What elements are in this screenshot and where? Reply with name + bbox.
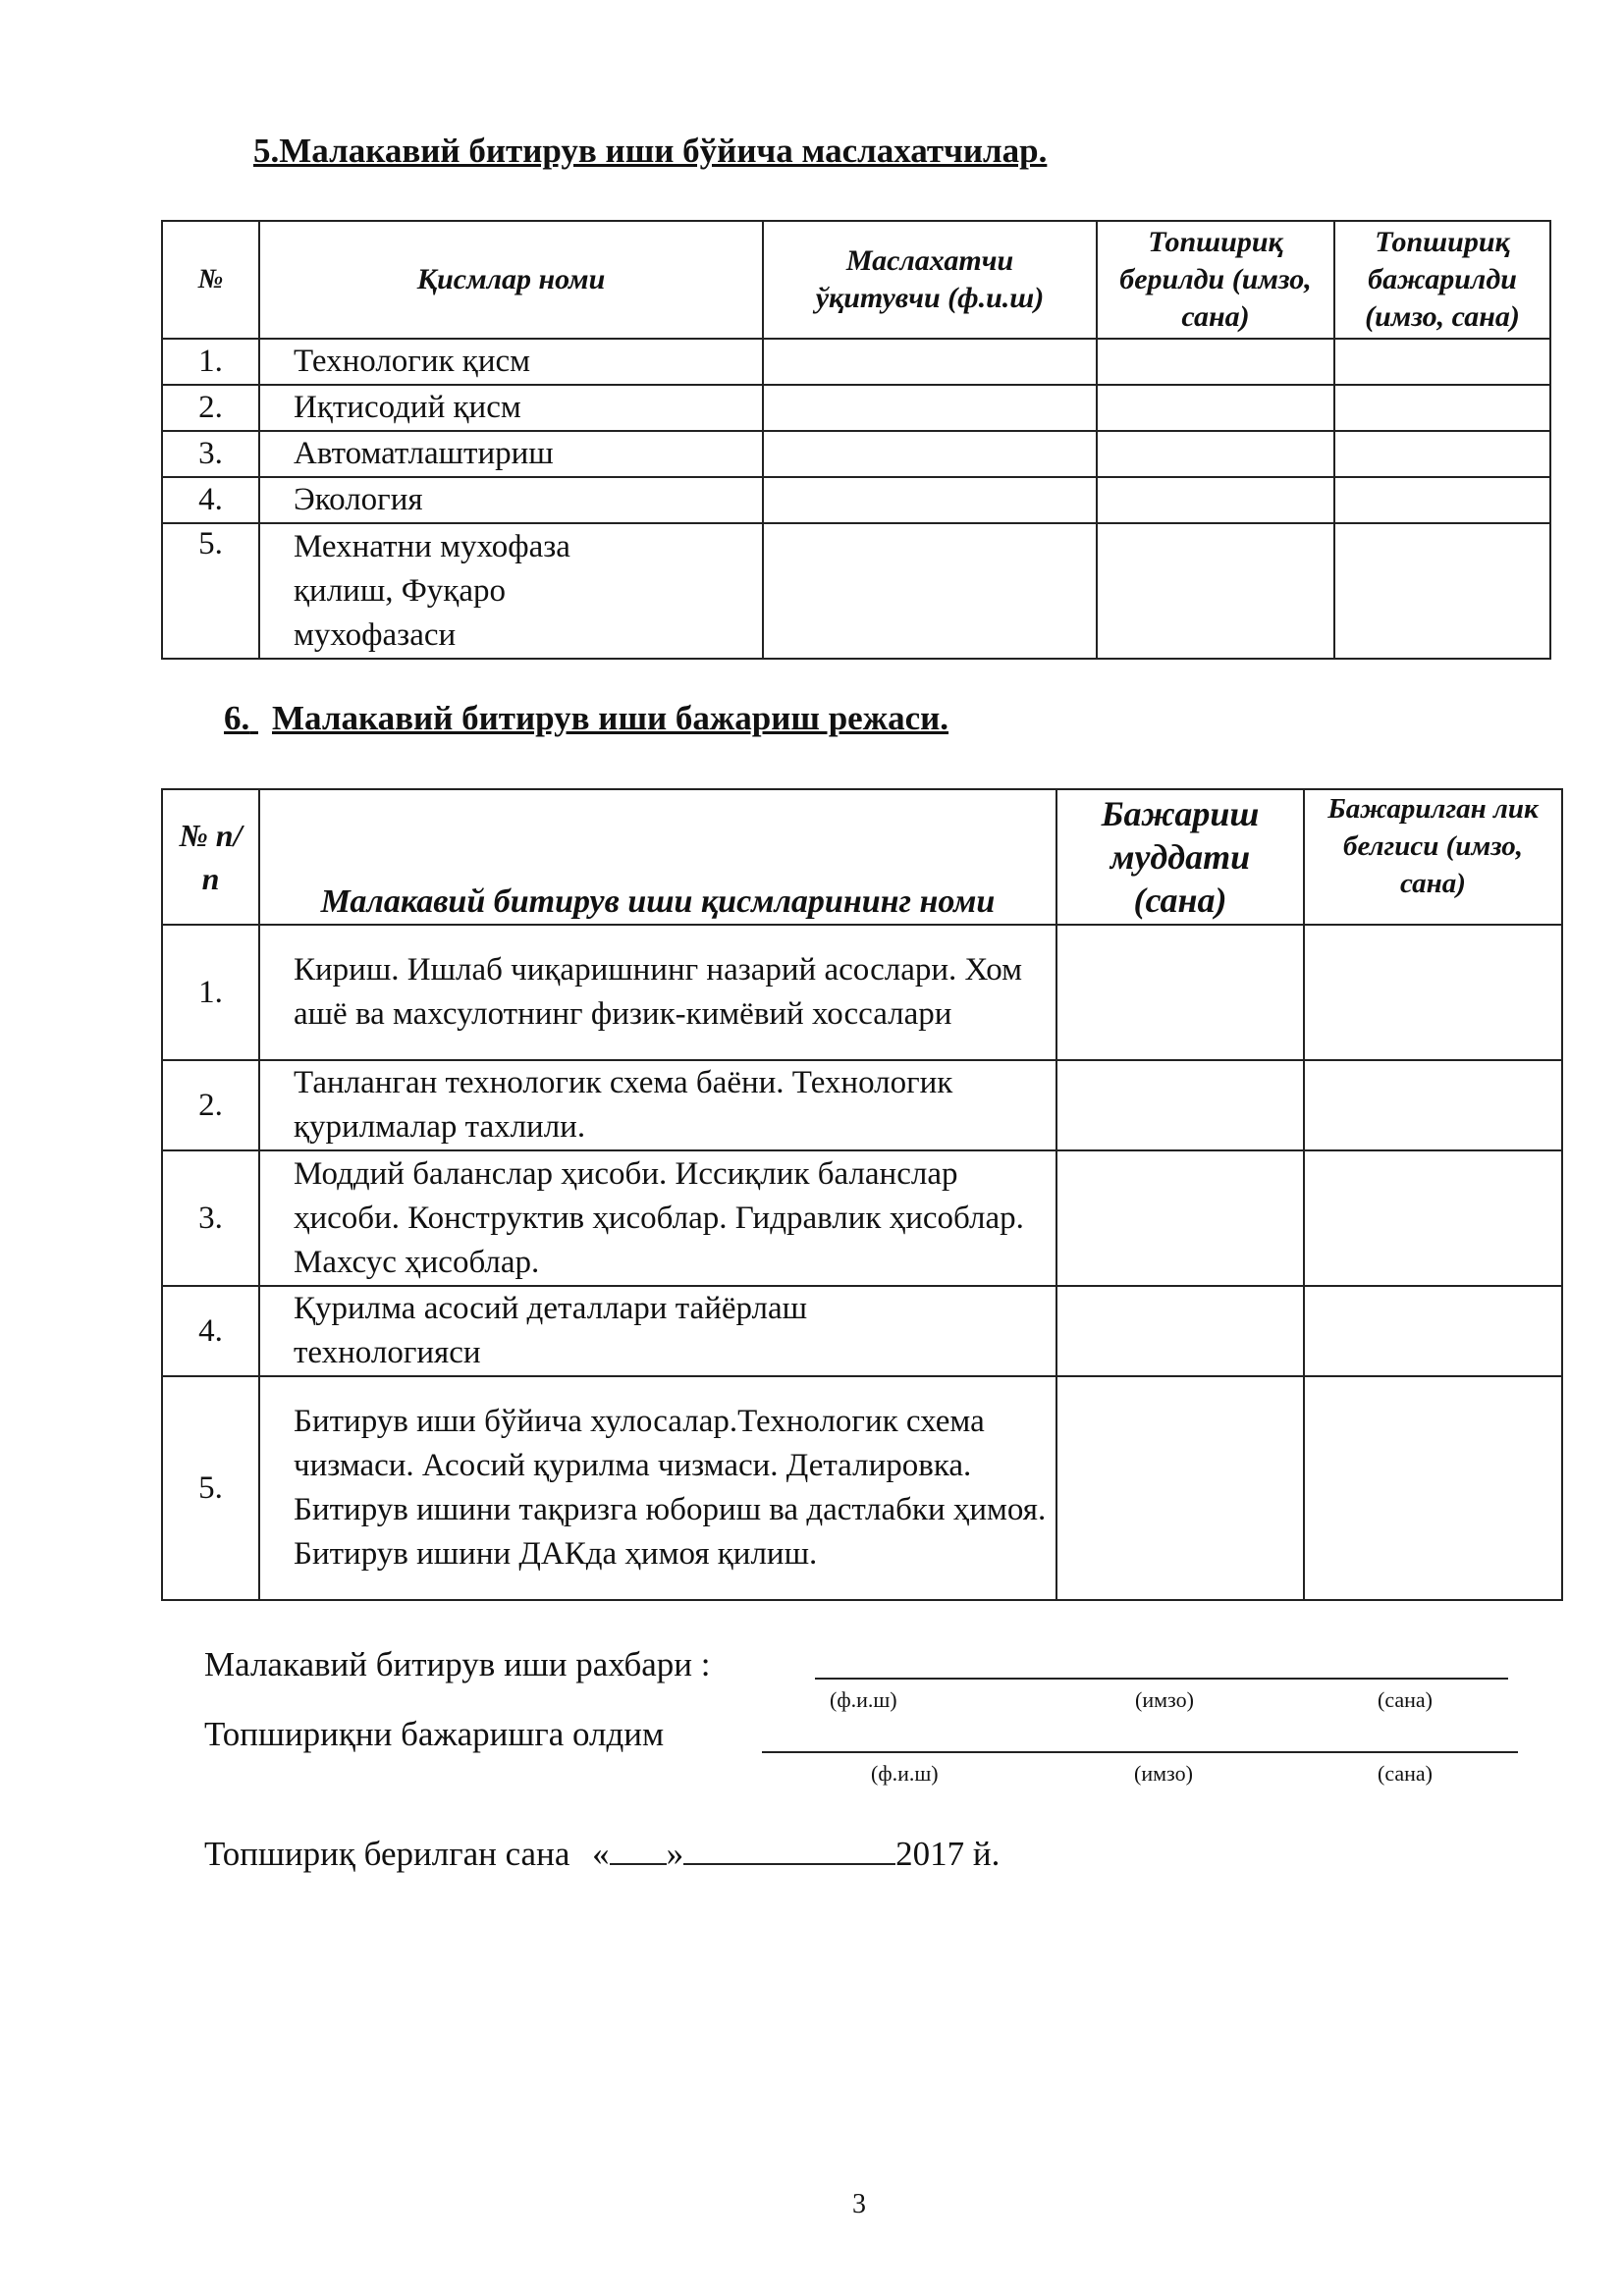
table-row: [162, 477, 1550, 523]
deadline-cell: [1056, 1286, 1304, 1376]
table-row: [162, 1150, 1562, 1286]
given-cell: [1097, 523, 1334, 659]
header-part-name: Қисмлар номи: [259, 221, 763, 339]
row-part-name: Иқтисодий қисм: [259, 385, 763, 431]
advisor-cell: [763, 431, 1097, 477]
advisor-cell: [763, 339, 1097, 385]
year-text: 2017 й.: [895, 1835, 1001, 1873]
deadline-cell: [1056, 1376, 1304, 1600]
accepted-date-caption: (сана): [1378, 1761, 1433, 1786]
supervisor-sign-caption: (имзо): [1135, 1687, 1194, 1712]
day-blank: [610, 1834, 667, 1865]
row-number: 1.: [162, 925, 259, 1060]
page-number: 3: [852, 2189, 866, 2219]
accepted-sign-caption: (имзо): [1134, 1761, 1193, 1786]
supervisor-signature-line: [815, 1678, 1508, 1680]
accepted-label: Топшириқни бажаришга олдим: [204, 1715, 665, 1753]
row-number: 4.: [162, 1286, 259, 1376]
open-quote: «: [592, 1835, 610, 1873]
given-cell: [1097, 477, 1334, 523]
table-row: [162, 431, 1550, 477]
advisor-cell: [763, 477, 1097, 523]
row-number: 2.: [162, 385, 259, 431]
done-cell: [1334, 431, 1550, 477]
deadline-cell: [1056, 1150, 1304, 1286]
done-cell: [1334, 523, 1550, 659]
header-advisor: Маслахатчи ўқитувчи (ф.и.ш): [763, 221, 1097, 339]
done-cell: [1334, 385, 1550, 431]
row-number: 4.: [162, 477, 259, 523]
issue-date-line: [204, 1834, 1000, 1874]
header-part-name: Малакавий битирув иши қисмларининг номи: [259, 789, 1056, 925]
row-part-name: Экология: [259, 477, 763, 523]
mark-cell: [1304, 1286, 1562, 1376]
done-cell: [1334, 477, 1550, 523]
row-number: 5.: [162, 1376, 259, 1600]
row-part-name: Кириш. Ишлаб чиқаришнинг назарий асослари. Хом ашё ва махсулотнинг физик-кимёвий хоссалари: [259, 925, 1056, 1060]
table-row: [162, 1060, 1562, 1150]
header-task-given: Топшириқ берилди (имзо, сана): [1097, 221, 1334, 339]
row-part-name: Мехнатни мухофаза қилиш, Фуқаро мухофазаси: [259, 523, 763, 659]
table-row: [162, 385, 1550, 431]
plan-table: [161, 788, 1563, 1601]
given-cell: [1097, 431, 1334, 477]
accepted-signature-line: [762, 1751, 1518, 1753]
table-row: [162, 1376, 1562, 1600]
accepted-fio-caption: (ф.и.ш): [871, 1761, 939, 1786]
header-num: № п/ п: [162, 789, 259, 925]
row-part-name: Моддий баланслар ҳисоби. Иссиқлик баланслар ҳисоби. Конструктив ҳисоблар. Гидравлик ҳисоблар. Махсус ҳисоблар.: [259, 1150, 1056, 1286]
row-part-name: Танланган технологик схема баёни. Технологик қурилмалар тахлили.: [259, 1060, 1056, 1150]
deadline-cell: [1056, 1060, 1304, 1150]
mark-cell: [1304, 1150, 1562, 1286]
done-cell: [1334, 339, 1550, 385]
row-part-name: Битирув иши бўйича хулосалар.Технологик схема чизмаси. Асосий қурилма чизмаси. Деталировка. Битирув ишини тақризга юбориш ва дастлабки ҳимоя. Битирув ишини ДАКда ҳимоя қилиш.: [259, 1376, 1056, 1600]
row-number: 5.: [162, 523, 259, 659]
row-number: 3.: [162, 431, 259, 477]
mark-cell: [1304, 1376, 1562, 1600]
section6-title: [224, 699, 948, 738]
table-row: [162, 925, 1562, 1060]
supervisor-date-caption: (сана): [1378, 1687, 1433, 1712]
section5-title: 5.Малакавий битирув иши бўйича маслахатчилар.: [253, 132, 1048, 170]
table-header-row: [162, 221, 1550, 339]
row-number: 1.: [162, 339, 259, 385]
header-num: №: [162, 221, 259, 339]
header-task-done: Топшириқ бажарилди (имзо, сана): [1334, 221, 1550, 339]
issue-date-label: Топшириқ берилган сана: [204, 1835, 570, 1873]
deadline-cell: [1056, 925, 1304, 1060]
section6-title-text: Малакавий битирув иши бажариш режаси.: [272, 699, 949, 737]
close-quote: »: [666, 1835, 684, 1873]
table-header-row: [162, 789, 1562, 925]
table-row: [162, 523, 1550, 659]
advisor-cell: [763, 523, 1097, 659]
table-row: [162, 339, 1550, 385]
row-part-name: Автоматлаштириш: [259, 431, 763, 477]
mark-cell: [1304, 925, 1562, 1060]
row-number: 3.: [162, 1150, 259, 1286]
row-number: 2.: [162, 1060, 259, 1150]
supervisor-label: Малакавий битирув иши рахбари :: [204, 1645, 711, 1683]
header-completion-mark: Бажарилган лик белгиси (имзо, сана): [1304, 789, 1562, 925]
table-row: [162, 1286, 1562, 1376]
advisors-table: [161, 220, 1551, 660]
month-blank: [683, 1834, 895, 1865]
mark-cell: [1304, 1060, 1562, 1150]
given-cell: [1097, 385, 1334, 431]
section6-title-number: 6.: [224, 699, 250, 737]
advisor-cell: [763, 385, 1097, 431]
header-deadline: Бажариш муддати (сана): [1056, 789, 1304, 925]
given-cell: [1097, 339, 1334, 385]
row-part-name: Технологик қисм: [259, 339, 763, 385]
row-part-name: Қурилма асосий деталлари тайёрлаш технологияси: [259, 1286, 1056, 1376]
supervisor-fio-caption: (ф.и.ш): [830, 1687, 897, 1712]
